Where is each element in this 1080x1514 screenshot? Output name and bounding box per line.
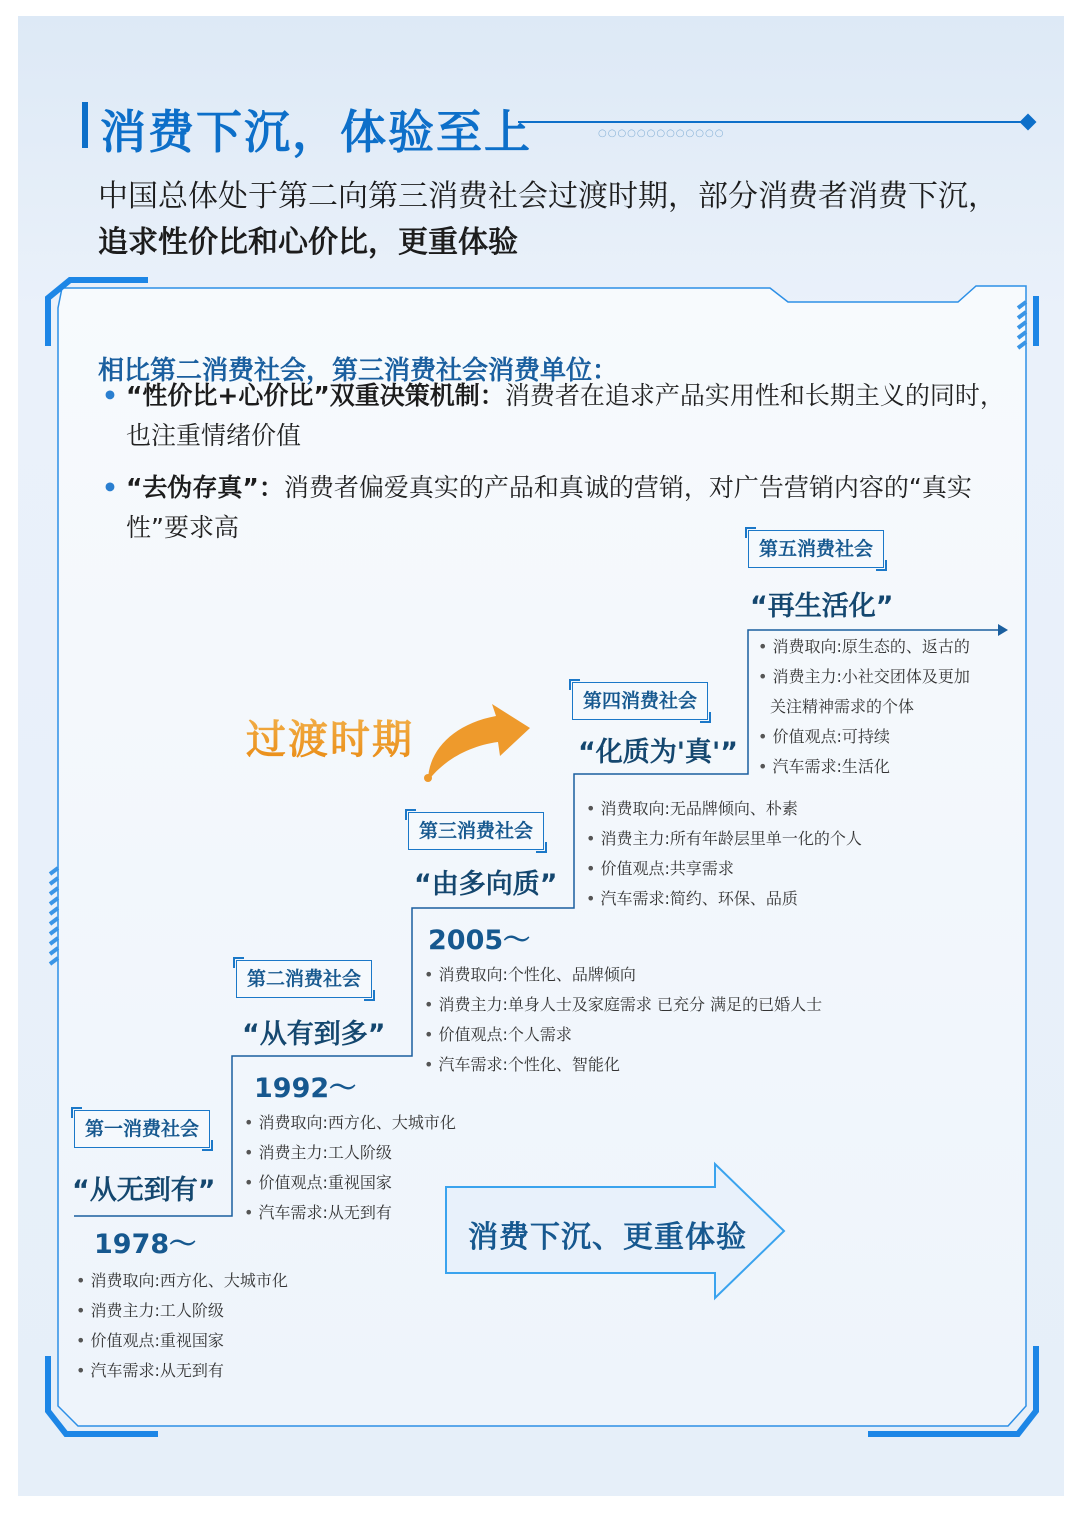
title-dots: ○○○○○○○○○○○○○ xyxy=(598,128,725,139)
bullet-1-text: 消费者在追求产品实用性和长期主义的同时，也注重情绪价值 xyxy=(126,381,1005,450)
stage-3-detail: • 消费取向:个性化、品牌倾向 xyxy=(424,960,822,990)
bullet-2-title: “去伪存真”： xyxy=(126,473,284,502)
stage-3-quote: “由多向质” xyxy=(414,869,558,900)
stage-3-details xyxy=(424,960,822,1080)
stage-1-box: 第一消费社会 xyxy=(74,1110,210,1148)
arrow-label: 消费下沉、更重体验 xyxy=(468,1220,747,1255)
stage-3-box: 第三消费社会 xyxy=(408,812,544,850)
stage-1-details xyxy=(76,1266,288,1386)
stage-5-box: 第五消费社会 xyxy=(748,530,884,568)
transition-label: 过渡时期 xyxy=(246,708,414,765)
page-background xyxy=(18,16,1064,1496)
stage-5-detail: • 汽车需求:生活化 xyxy=(758,752,970,782)
stage-2-box: 第二消费社会 xyxy=(236,960,372,998)
comparison-title: 相比第二消费社会，第三消费社会消费单位： xyxy=(98,356,619,386)
stage-2-detail: • 消费主力:工人阶级 xyxy=(244,1138,456,1168)
bullet-1-title: “性价比+心价比”双重决策机制： xyxy=(126,381,505,410)
stage-3-year: 2005～ xyxy=(428,925,531,956)
stage-4-box: 第四消费社会 xyxy=(572,682,708,720)
bullet-dot: • xyxy=(102,381,118,410)
stage-5-detail: • 消费主力:小社交团体及更加 xyxy=(758,662,970,692)
stage-5-detail: 关注精神需求的个体 xyxy=(770,697,915,716)
stage-1-detail: • 汽车需求:从无到有 xyxy=(76,1356,288,1386)
stage-1-quote: “从无到有” xyxy=(72,1175,216,1206)
stage-2-quote: “从有到多” xyxy=(242,1019,386,1050)
stage-5-detail: • 价值观点:可持续 xyxy=(758,722,970,752)
stage-5-quote: “再生活化” xyxy=(750,591,894,622)
stage-1-detail: • 价值观点:重视国家 xyxy=(76,1326,288,1356)
stage-2-detail: • 价值观点:重视国家 xyxy=(244,1168,456,1198)
bullet-dot: • xyxy=(102,473,118,502)
stage-3-detail: • 消费主力:单身人士及家庭需求 已充分 满足的已婚人士 xyxy=(424,990,822,1020)
stage-1-detail: • 消费取向:西方化、大城市化 xyxy=(76,1266,288,1296)
intro-line-2: 追求性价比和心价比，更重体验 xyxy=(98,225,518,260)
stage-4-detail: • 汽车需求:简约、环保、品质 xyxy=(586,884,862,914)
intro-line-1: 中国总体处于第二向第三消费社会过渡时期，部分消费者消费下沉， xyxy=(98,179,998,214)
page-title: 消费下沉，体验至上 xyxy=(100,105,532,159)
stage-1-year: 1978～ xyxy=(94,1229,197,1260)
stage-4-quote: “化质为'真'” xyxy=(578,737,739,768)
stage-1-detail: • 消费主力:工人阶级 xyxy=(76,1296,288,1326)
stage-4-detail: • 消费主力:所有年龄层里单一化的个人 xyxy=(586,824,862,854)
stage-2-detail: • 消费取向:西方化、大城市化 xyxy=(244,1108,456,1138)
stage-2-details xyxy=(244,1108,456,1228)
stage-4-detail: • 价值观点:共享需求 xyxy=(586,854,862,884)
stage-4-detail: • 消费取向:无品牌倾向、朴素 xyxy=(586,794,862,824)
comparison-bullet-1 xyxy=(102,376,1022,456)
stage-3-detail: • 汽车需求:个性化、智能化 xyxy=(424,1050,822,1080)
stage-5-detail: • 消费取向:原生态的、返古的 xyxy=(758,632,970,662)
bullet-2-text: 消费者偏爱真实的产品和真诚的营销，对广告营销内容的“真实性”要求高 xyxy=(126,473,972,542)
stage-4-details xyxy=(586,794,862,914)
stage-2-year: 1992～ xyxy=(254,1073,357,1104)
stage-3-detail: • 价值观点:个人需求 xyxy=(424,1020,822,1050)
stage-5-details xyxy=(758,632,970,782)
stage-2-detail: • 汽车需求:从无到有 xyxy=(244,1198,456,1228)
